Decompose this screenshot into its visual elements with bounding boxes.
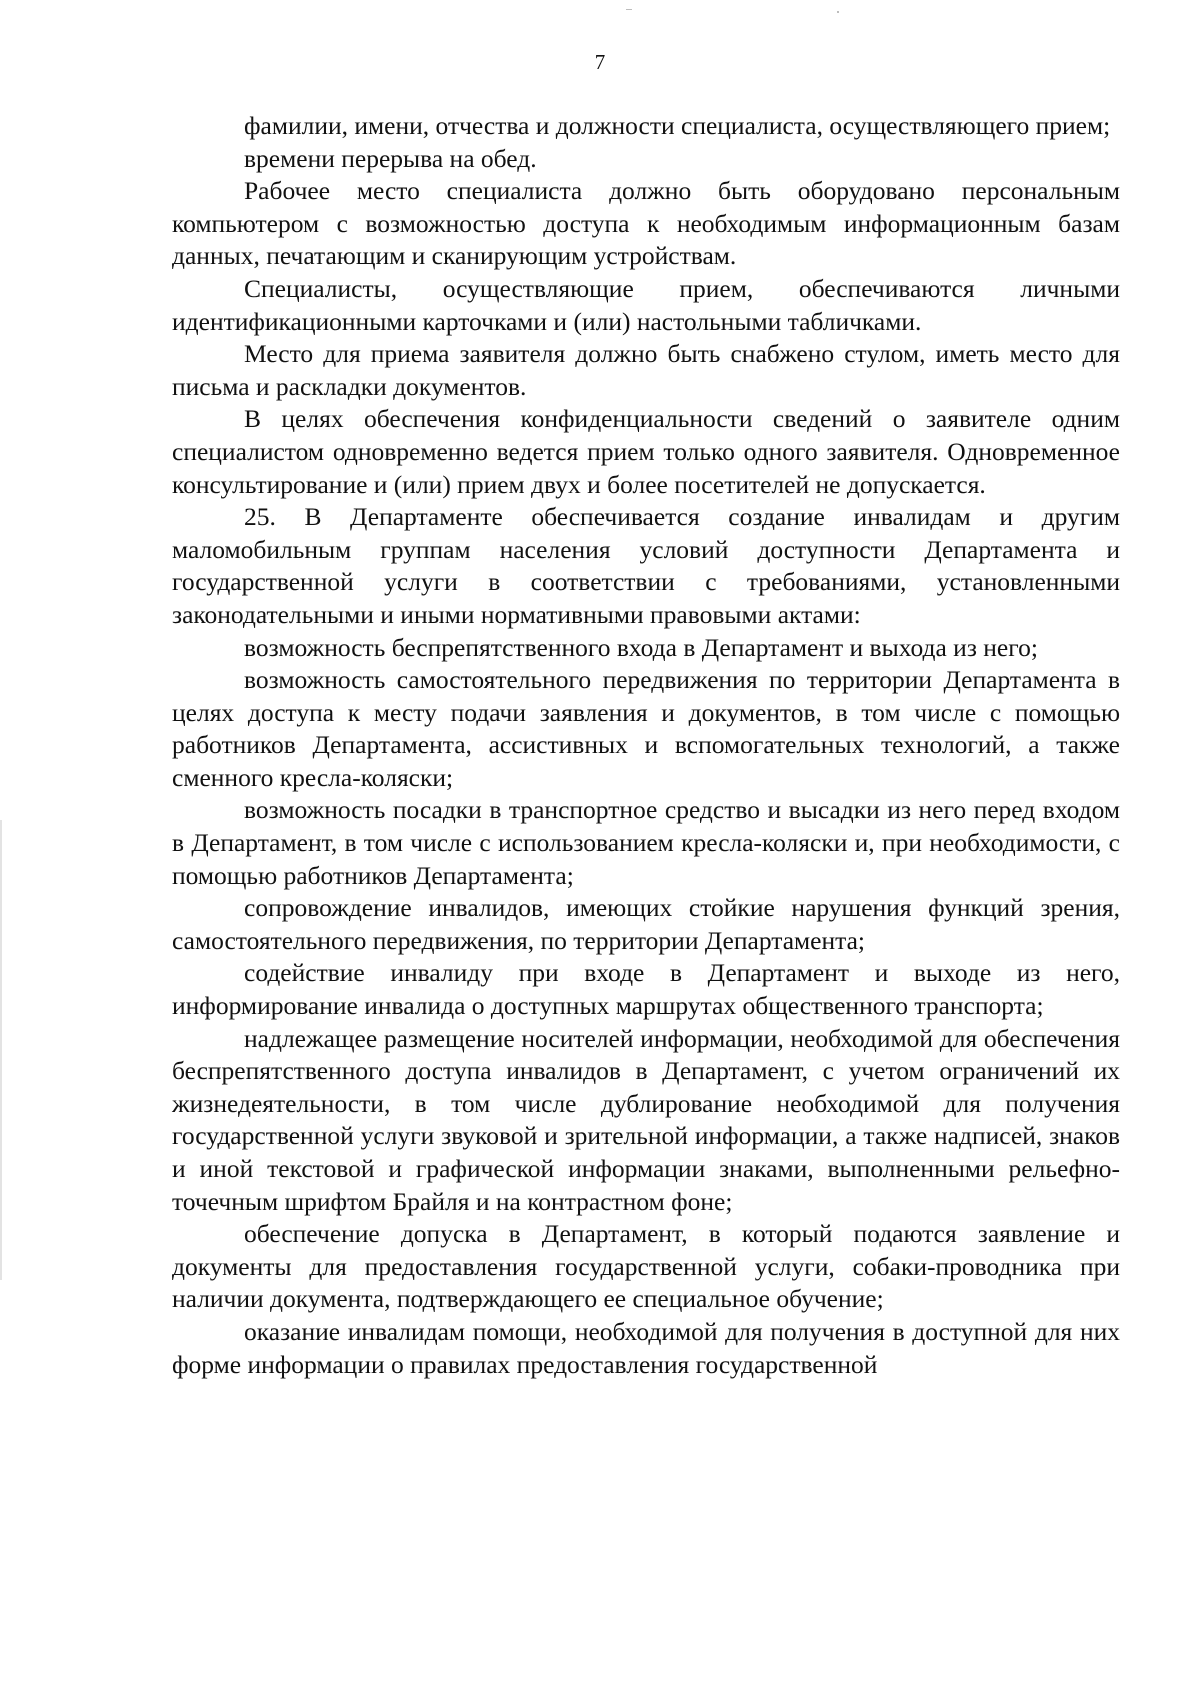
scan-artifact-left-edge	[0, 820, 2, 1280]
paragraph: содействие инвалиду при входе в Департамент и выходе из него, информирование инвалида о доступных маршрутах общественного транспорта;	[172, 958, 1120, 1021]
paragraph: В целях обеспечения конфиденциальности сведений о заявителе одним специалистом одновременно ведется прием только одного заявителя. Одновременное консультирование и (или) прием двух и более посетителей не допускается.	[172, 404, 1120, 499]
paragraph: оказание инвалидам помощи, необходимой для получения в доступной для них форме информации о правилах предоставления государственной	[172, 1316, 1120, 1379]
paragraph: Место для приема заявителя должно быть снабжено стулом, иметь место для письма и раскладки документов.	[172, 339, 1120, 401]
paragraph: Рабочее место специалиста должно быть оборудовано персональным компьютером с возможностью доступа к необходимым информационным базам данных, печатающим и сканирующим устройствам.	[172, 176, 1120, 271]
paragraph: времени перерыва на обед.	[244, 143, 537, 173]
paragraph: возможность самостоятельного передвижения по территории Департамента в целях доступа к месту подачи заявления и документов, в том числе с помощью работников Департамента, ассистивных и вспомогательных технологий, а также сменного кресла-коляски;	[172, 665, 1120, 792]
paragraph: 25. В Департаменте обеспечивается создание инвалидам и другим маломобильным группам населения условий доступности Департамента и государственной услуги в соответствии с требованиями, установленными законодательными и иными нормативными правовыми актами:	[172, 502, 1120, 629]
document-body	[172, 110, 1120, 1381]
page-number: 7	[594, 50, 606, 74]
paragraph: обеспечение допуска в Департамент, в который подаются заявление и документы для предоставления государственной услуги, собаки-проводника при наличии документа, подтверждающего ее специальное обучение;	[172, 1219, 1120, 1314]
paragraph: сопровождение инвалидов, имеющих стойкие нарушения функций зрения, самостоятельного передвижения, по территории Департамента;	[172, 893, 1120, 955]
scan-artifact-top-right	[837, 11, 839, 13]
paragraph: надлежащее размещение носителей информации, необходимой для обеспечения беспрепятственного доступа инвалидов в Департамент, с учетом ограничений их жизнедеятельности, в том числе дублирование необходимой для получения государственной услуги звуковой и зрительной информации, а также надписей, знаков и иной текстовой и графической информации знаками, выполненными рельефно-точечным шрифтом Брайля и на контрастном фоне;	[172, 1023, 1120, 1216]
paragraph: возможность посадки в транспортное средство и высадки из него перед входом в Департамент, в том числе с использованием кресла-коляски и, при необходимости, с помощью работников Департамента;	[172, 795, 1120, 890]
paragraph: возможность беспрепятственного входа в Департамент и выхода из него;	[244, 632, 1038, 662]
scan-artifact-top	[626, 9, 632, 10]
paragraph: фамилии, имени, отчества и должности специалиста, осуществляющего прием;	[244, 111, 1111, 140]
paragraph: Специалисты, осуществляющие прием, обеспечиваются личными идентификационными карточками и (или) настольными табличками.	[172, 273, 1120, 336]
